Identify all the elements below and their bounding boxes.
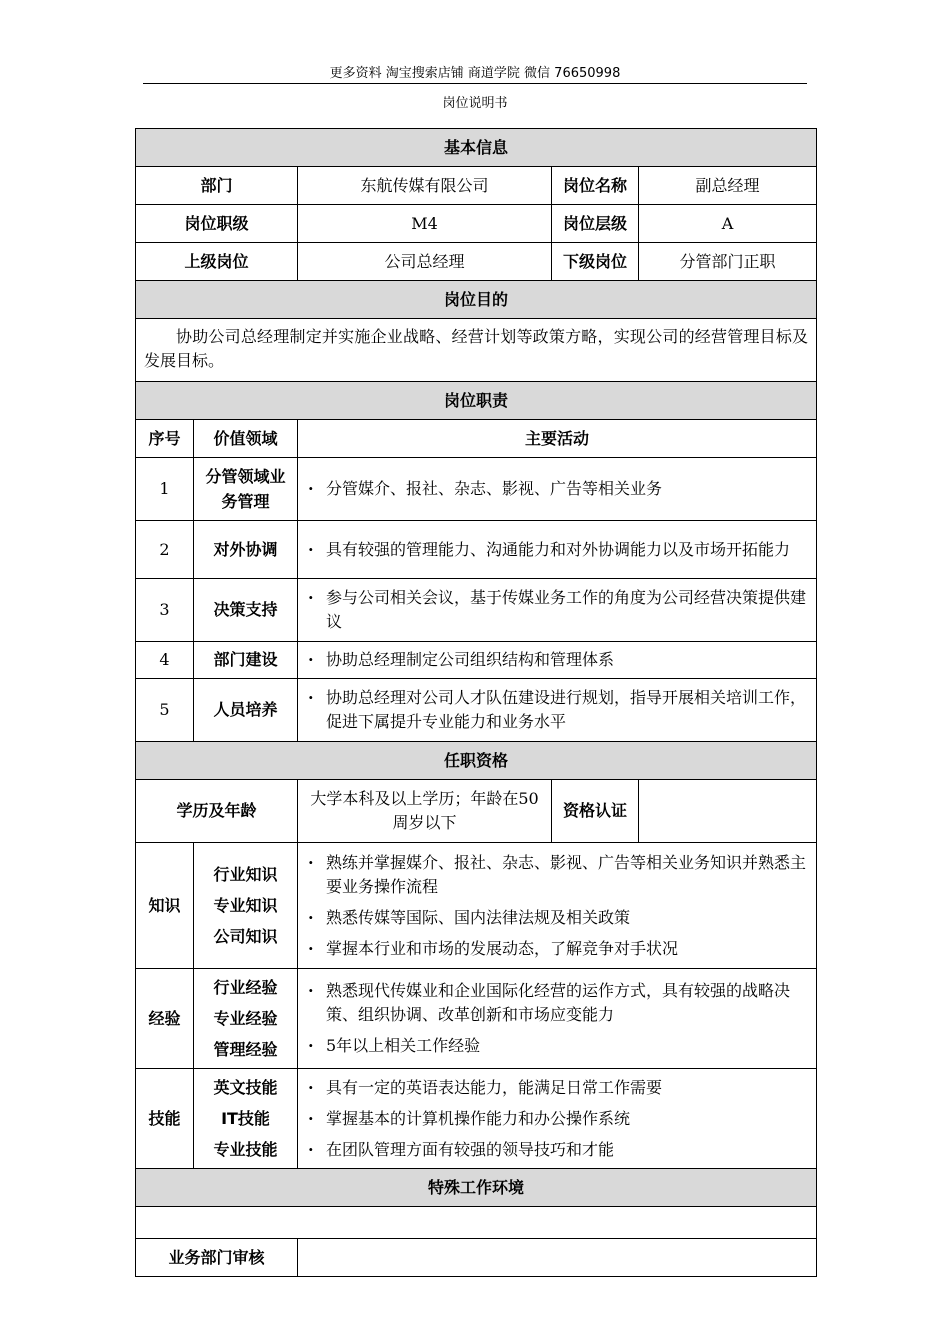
skills-sub-english: 英文技能 [213, 1078, 278, 1097]
duty-area: 人员培养 [194, 679, 298, 742]
subordinate-value: 分管部门正职 [639, 243, 817, 281]
level-label: 岗位层级 [552, 205, 639, 243]
experience-sub-industry: 行业经验 [213, 978, 278, 997]
duty-area: 分管领域业务管理 [194, 458, 298, 521]
duty-row [136, 521, 817, 579]
duty-activity: · 协助总经理制定公司组织结构和管理体系 [304, 648, 810, 672]
cert-value [639, 780, 817, 843]
knowledge-sub-professional: 专业知识 [213, 896, 278, 915]
position-name-value: 副总经理 [639, 167, 817, 205]
section-basic-info: 基本信息 [136, 129, 817, 167]
duty-no: 5 [136, 679, 194, 742]
duties-col-no: 序号 [136, 420, 194, 458]
edu-label: 学历及年龄 [136, 780, 298, 843]
document-title: 岗位说明书 [442, 96, 508, 111]
cert-label: 资格认证 [552, 780, 639, 843]
skills-sub-it: IT技能 [221, 1109, 270, 1128]
subordinate-label: 下级岗位 [552, 243, 639, 281]
dept-value: 东航传媒有限公司 [298, 167, 552, 205]
skills-item: · 在团队管理方面有较强的领导技巧和才能 [304, 1138, 810, 1162]
superior-value: 公司总经理 [298, 243, 552, 281]
experience-sub-professional: 专业经验 [213, 1009, 278, 1028]
duties-col-area: 价值领域 [194, 420, 298, 458]
duty-row [136, 458, 817, 521]
knowledge-sub-company: 公司知识 [213, 927, 278, 946]
duty-activity: · 分管媒介、报社、杂志、影视、广告等相关业务 [304, 477, 810, 501]
purpose-text: 协助公司总经理制定并实施企业战略、经营计划等政策方略，实现公司的经营管理目标及发展目标。 [136, 319, 817, 382]
duty-no: 2 [136, 521, 194, 579]
skills-item: · 具有一定的英语表达能力，能满足日常工作需要 [304, 1076, 810, 1100]
duty-area: 决策支持 [194, 579, 298, 642]
section-qualifications: 任职资格 [136, 742, 817, 780]
experience-item: · 5年以上相关工作经验 [304, 1034, 810, 1058]
skills-sub-professional: 专业技能 [213, 1140, 278, 1159]
duty-no: 3 [136, 579, 194, 642]
dept-label: 部门 [136, 167, 298, 205]
job-description-table [135, 128, 817, 1277]
skills-item: · 掌握基本的计算机操作能力和办公操作系统 [304, 1107, 810, 1131]
special-environment-value [136, 1207, 817, 1239]
duty-row [136, 579, 817, 642]
grade-label: 岗位职级 [136, 205, 298, 243]
duty-activity: · 协助总经理对公司人才队伍建设进行规划，指导开展相关培训工作，促进下属提升专业能力和业务水平 [304, 686, 810, 734]
experience-label: 经验 [136, 969, 194, 1069]
level-value: A [639, 205, 817, 243]
duty-area: 部门建设 [194, 642, 298, 679]
experience-subcategories [194, 969, 298, 1069]
section-duties: 岗位职责 [136, 382, 817, 420]
section-purpose: 岗位目的 [136, 281, 817, 319]
review-value [298, 1239, 817, 1277]
duties-col-activity: 主要活动 [298, 420, 817, 458]
experience-item: · 熟悉现代传媒业和企业国际化经营的运作方式，具有较强的战略决策、组织协调、改革创新和市场应变能力 [304, 979, 810, 1027]
experience-sub-management: 管理经验 [213, 1040, 278, 1059]
grade-value: M4 [298, 205, 552, 243]
duty-area: 对外协调 [194, 521, 298, 579]
duty-activity: · 参与公司相关会议，基于传媒业务工作的角度为公司经营决策提供建议 [304, 586, 810, 634]
knowledge-item: · 掌握本行业和市场的发展动态，了解竞争对手状况 [304, 937, 810, 961]
duty-no: 1 [136, 458, 194, 521]
duty-no: 4 [136, 642, 194, 679]
position-name-label: 岗位名称 [552, 167, 639, 205]
knowledge-subcategories [194, 843, 298, 969]
edu-value: 大学本科及以上学历；年龄在50周岁以下 [298, 780, 552, 843]
knowledge-item: · 熟悉传媒等国际、国内法律法规及相关政策 [304, 906, 810, 930]
section-special-environment: 特殊工作环境 [136, 1169, 817, 1207]
duty-row [136, 642, 817, 679]
skills-label: 技能 [136, 1069, 194, 1169]
review-label: 业务部门审核 [136, 1239, 298, 1277]
skills-subcategories [194, 1069, 298, 1169]
duty-row [136, 679, 817, 742]
knowledge-sub-industry: 行业知识 [213, 865, 278, 884]
duty-activity: · 具有较强的管理能力、沟通能力和对外协调能力以及市场开拓能力 [304, 538, 810, 562]
page-header-text: 更多资料 淘宝搜索店铺 商道学院 微信 76650998 [329, 66, 621, 81]
knowledge-item: · 熟练并掌握媒介、报社、杂志、影视、广告等相关业务知识并熟悉主要业务操作流程 [304, 851, 810, 899]
knowledge-label: 知识 [136, 843, 194, 969]
header-rule [143, 83, 807, 84]
superior-label: 上级岗位 [136, 243, 298, 281]
